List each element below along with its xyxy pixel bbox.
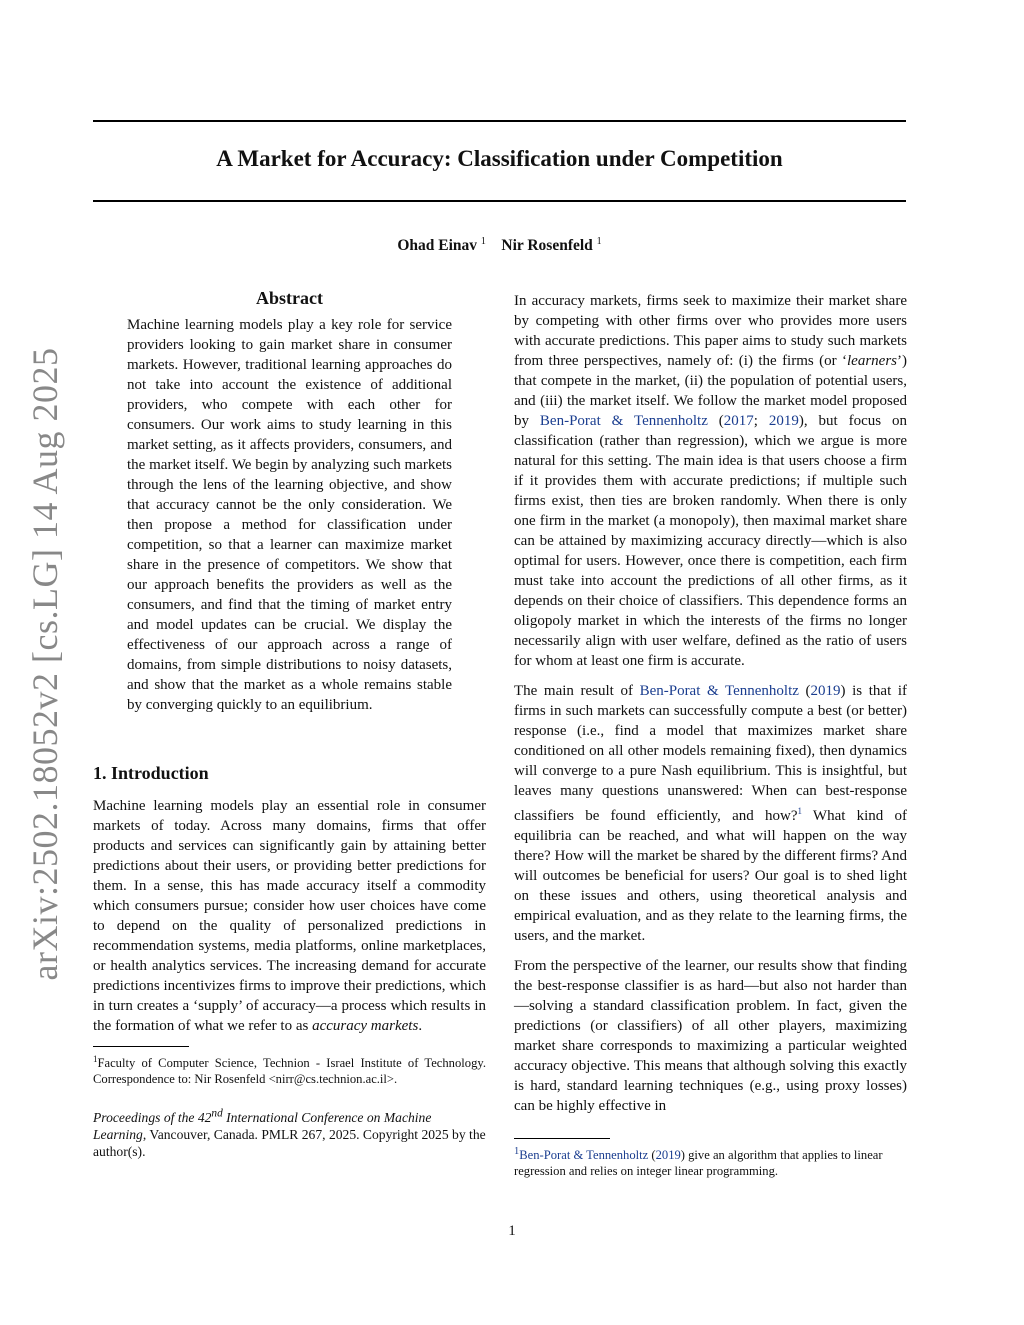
footnote-divider bbox=[93, 1046, 189, 1047]
author-affiliation-mark: 1 bbox=[596, 236, 602, 247]
citation-link[interactable]: Ben-Porat & Tennenholtz bbox=[639, 683, 799, 699]
author-list bbox=[93, 236, 906, 255]
section-heading-introduction: 1. Introduction bbox=[93, 763, 209, 783]
footnote-right: $^1$Ben-Porat & Tennenholtz (2019) give an algorithm that applies to linear regression and relies on integer linear programming. bbox=[514, 1146, 883, 1179]
author-name: Ohad Einav bbox=[397, 237, 477, 255]
body-paragraph: From the perspective of the learner, our results show that finding the best-response classifier is as hard—but also not harder than—solving a standard classification problem. In fact, given the predictions (or classifiers) of all other players, maximizing market share corresponds to maximizing a particular weighted accuracy objective. This means that although solving this exactly is hard, standard learning techniques (e.g., using proxy losses) can be highly effective in bbox=[514, 958, 907, 1114]
body-paragraph: The main result of Ben-Porat & Tennenholtz (2019) is that if firms in such markets can successfully compute a best (or better) response (i.e., find a model that maximizes market share conditioned on all other models remaining fixed), then dynamics will converge to a pure Nash equilibrium. This is insightful, but leaves many questions unanswered: When can best-response classifiers be found efficiently, and how?$^1$ What kind of equilibria can be reached, and what will happen on the way there? How will the market be shared by the different firms? And will outcomes be beneficial for users? Our goal is to shed light on these issues and others, using theoretical analysis and empirical evaluation, and as they relate to the learning firms, the users, and the market. bbox=[514, 683, 908, 944]
abstract-heading: Abstract bbox=[256, 288, 323, 308]
left-column bbox=[93, 288, 486, 1160]
intro-paragraph: Machine learning models play an essential role in consumer markets of today. Across many domains, firms that offer products and services can significantly gain by attaining better predictions about their users, or providing better predictions for them. In a sense, this has made accuracy itself a commodity which consumers pursue; consider how user choices have come to depend on the quality of personalized predictions in recommendation systems, media platforms, online marketplaces, or health analytics services. The increasing demand for accurate predictions incentivizes firms to improve their predictions, which in turn creates a ‘supply’ of accuracy—a process which results in the formation of what we refer to as accuracy markets. bbox=[93, 798, 486, 1034]
page-number: 1 bbox=[508, 1223, 516, 1239]
paper-title: A Market for Accuracy: Classification under Competition bbox=[216, 146, 783, 171]
citation-year-link[interactable]: 2019 bbox=[655, 1148, 681, 1163]
title-rule-top bbox=[93, 120, 906, 122]
emphasis: accuracy markets bbox=[312, 1018, 419, 1034]
proceedings-note: Proceedings of the 42nd International Conference on Machine Learning, Vancouver, Canada. PMLR 267, 2025. Copyright 2025 by the author(s). bbox=[93, 1107, 486, 1159]
affiliation-footnote: $^1$Faculty of Computer Science, Technion - Israel Institute of Technology. Correspondence to: Nir Rosenfeld <nirr@cs.technion.ac.il>. bbox=[93, 1054, 486, 1087]
body-paragraph: In accuracy markets, firms seek to maximize their market share by competing with other firms over who provides more users with accurate predictions. This paper aims to study such markets from three perspectives, namely of: (i) the firms (or ‘learners’) that compete in the market, (ii) the population of potential users, and (iii) the market itself. We follow the market model proposed by Ben-Porat & Tennenholtz (2017; 2019), but focus on classification (rather than regression), which we argue is more natural for this setting. The main idea is that users choose a firm if it provides them with accurate predictions; if multiple such firms exist, then ties are broken randomly. When there is only one firm in the market (a monopoly), then maximal market share can be attained by maximizing accuracy directly—which is also optimal for users. However, once there is competition, each firm must take into account the predictions of all other firms, as it depends on their choice of classifiers. This dependence forms an oligopoly market in which the interests of the firms no longer necessarily align with user welfare, defined as the ratio of users for whom at least one firm is accurate. bbox=[514, 293, 908, 669]
citation-year-link[interactable]: 2017 bbox=[723, 413, 754, 429]
footnote-divider bbox=[514, 1138, 610, 1139]
citation-year-link[interactable]: 2019 bbox=[810, 683, 841, 699]
abstract-text: Machine learning models play a key role for service providers looking to gain market share in consumer markets. However, traditional learning approaches do not take into account the existence of additional providers, who compete with each other for consumers. Our work aims to study learning in this market setting, as it affects providers, consumers, and the market itself. We begin by analyzing such markets through the lens of the learning objective, and show that accuracy cannot be the only consideration. We then propose a method for classification under competition, so that a learner can maximize market share in the presence of competitors. We show that our approach benefits the providers as well as the consumers, and find that the timing of market entry and model updates can be crucial. We display the effectiveness of our approach across a range of domains, from simple distributions to noisy datasets, and show that the market as a whole remains stable by converging quickly to an equilibrium. bbox=[127, 317, 452, 713]
citation-link[interactable]: Ben-Porat & Tennenholtz bbox=[519, 1148, 649, 1163]
footnote-marker-link[interactable]: 1 bbox=[797, 806, 802, 816]
citation-link[interactable]: Ben-Porat & Tennenholtz bbox=[539, 413, 708, 429]
title-rule-bottom bbox=[93, 200, 906, 202]
arxiv-stamp[interactable]: arXiv:2502.18052v2 [cs.LG] 14 Aug 2025 bbox=[25, 347, 65, 981]
citation-year-link[interactable]: 2019 bbox=[768, 413, 799, 429]
author-name: Nir Rosenfeld bbox=[501, 237, 593, 255]
author-affiliation-mark: 1 bbox=[480, 236, 486, 247]
right-column bbox=[514, 291, 907, 1126]
